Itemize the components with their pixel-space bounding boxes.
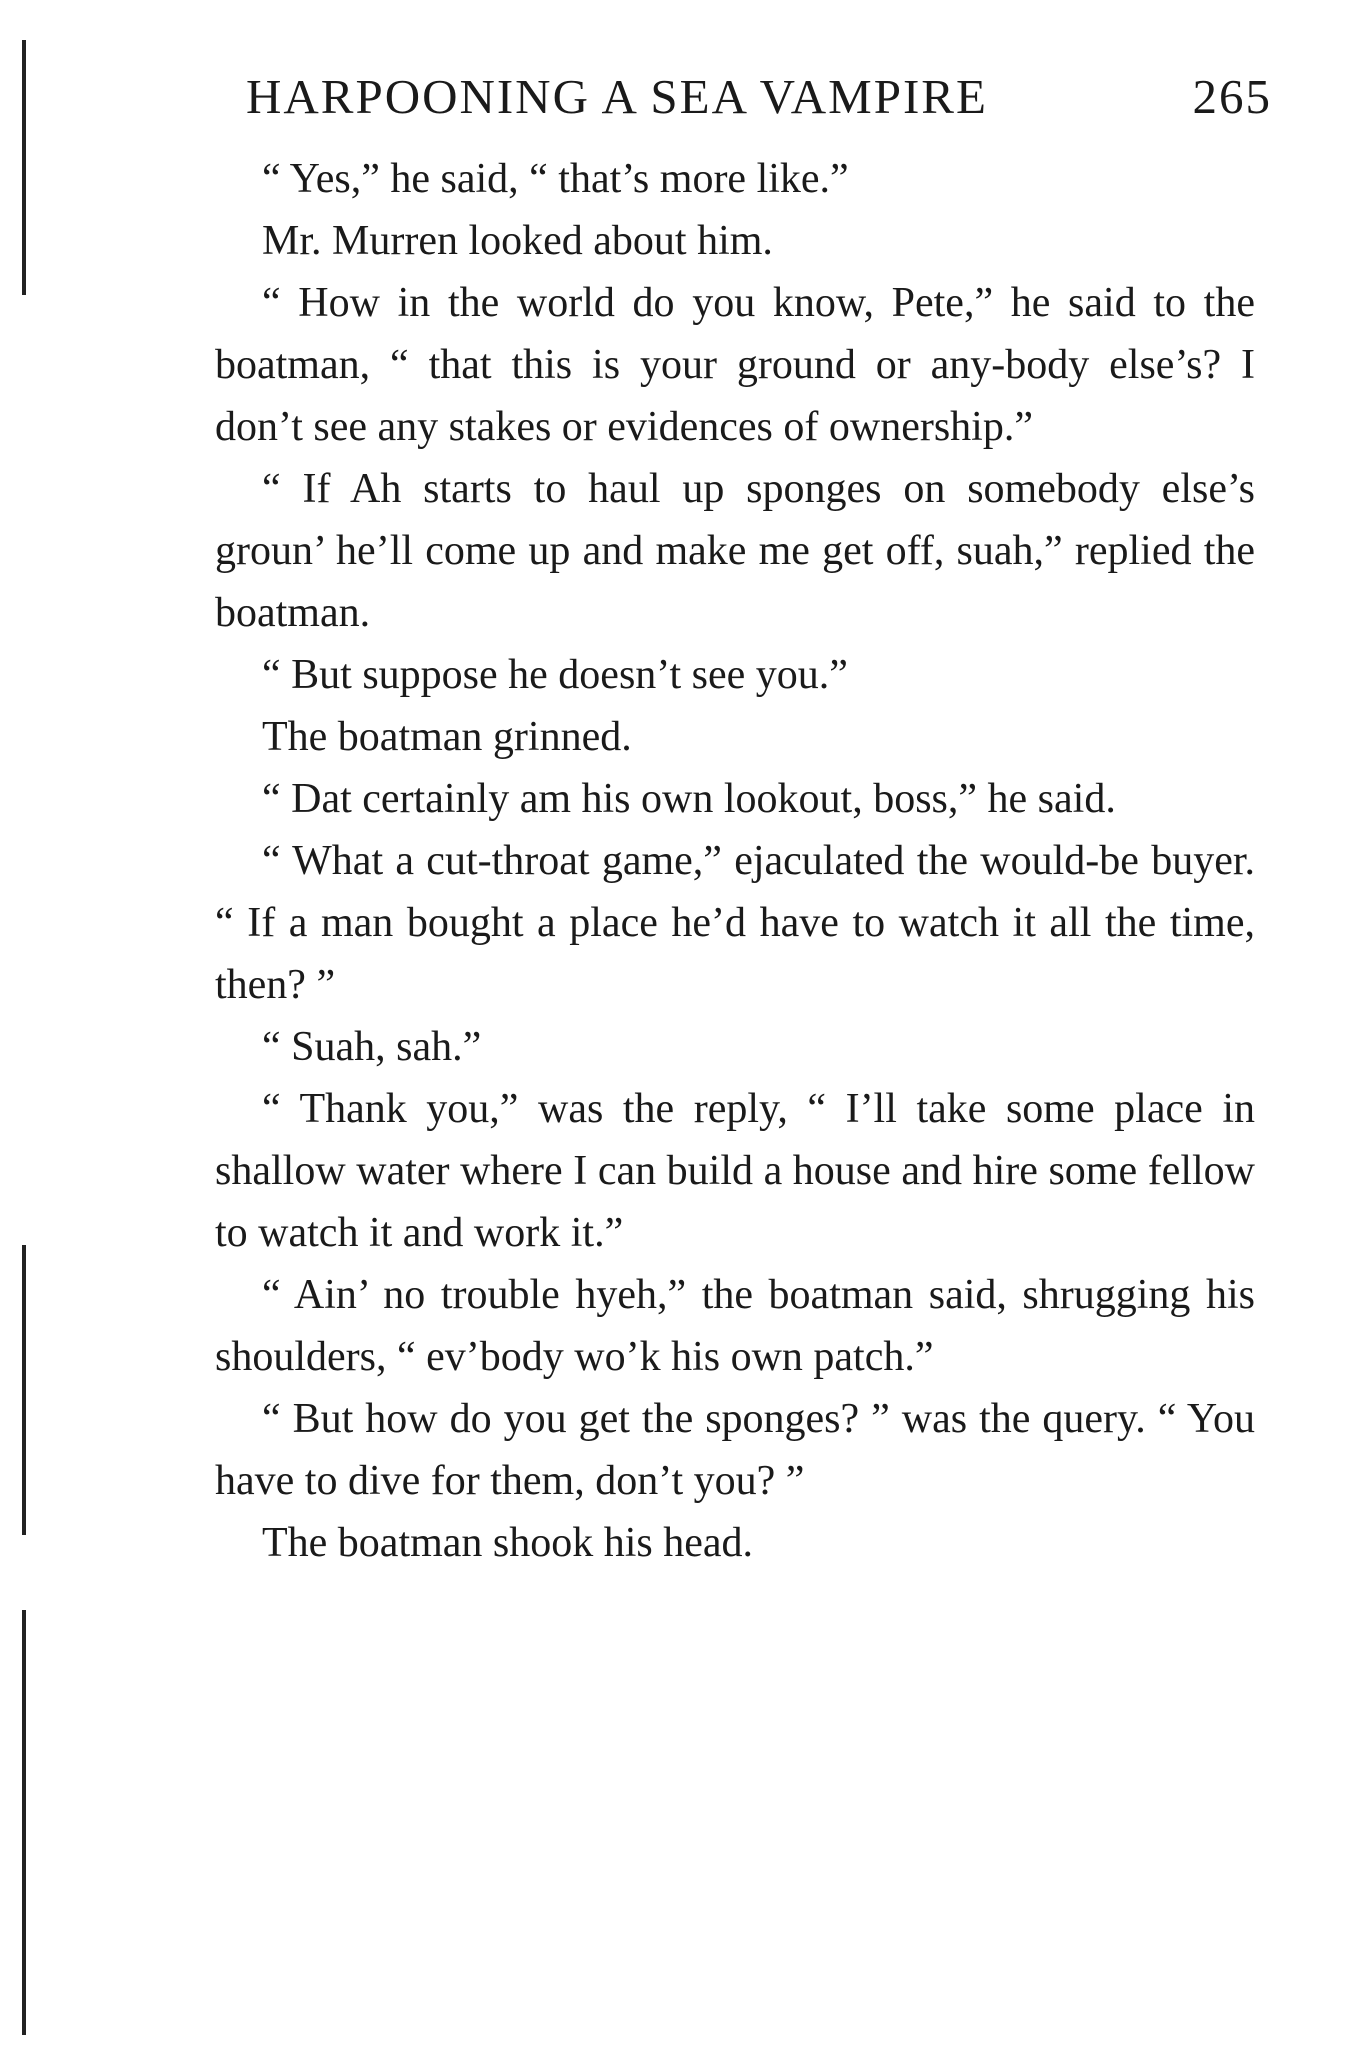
paragraph: “ Suah, sah.”	[262, 1024, 482, 1070]
paragraph: “ Yes,” he said, “ that’s more like.”	[262, 156, 849, 202]
page-header	[246, 68, 1286, 128]
paragraph: “ How in the world do you know, Pete,” he said to the boatman, “ that this is your ground or any-body else’s? I don’t see any stakes or evidences of ownership.”	[215, 280, 1255, 450]
paragraph: “ Ain’ no trouble hyeh,” the boatman said, shrugging his shoulders, “ ev’body wo’k his own patch.”	[215, 1272, 1255, 1380]
paragraph: The boatman grinned.	[262, 714, 632, 760]
paragraph: Mr. Murren looked about him.	[262, 218, 773, 264]
paragraph: “ Thank you,” was the reply, “ I’ll take some place in shallow water where I can build a house and hire some fellow to watch it and work it.”	[215, 1086, 1255, 1256]
page-number: 265	[1192, 69, 1272, 124]
binding-edge-bottom	[22, 1610, 26, 2035]
paragraph: “ If Ah starts to haul up sponges on somebody else’s groun’ he’ll come up and make me get off, suah,” replied the boatman.	[215, 466, 1255, 636]
body-text	[215, 148, 1255, 1574]
paragraph: “ Dat certainly am his own lookout, boss,” he said.	[262, 776, 1116, 822]
binding-edge-top	[22, 40, 26, 295]
paragraph: “ What a cut-throat game,” ejaculated the would-be buyer. “ If a man bought a place he’d have to watch it all the time, then? ”	[215, 838, 1255, 1008]
paragraph: “ But how do you get the sponges? ” was the query. “ You have to dive for them, don’t you? ”	[215, 1396, 1255, 1504]
paragraph: The boatman shook his head.	[262, 1520, 754, 1566]
binding-edge-middle	[22, 1245, 26, 1535]
paragraph: “ But suppose he doesn’t see you.”	[262, 652, 848, 698]
running-title: HARPOONING A SEA VAMPIRE	[246, 69, 988, 124]
